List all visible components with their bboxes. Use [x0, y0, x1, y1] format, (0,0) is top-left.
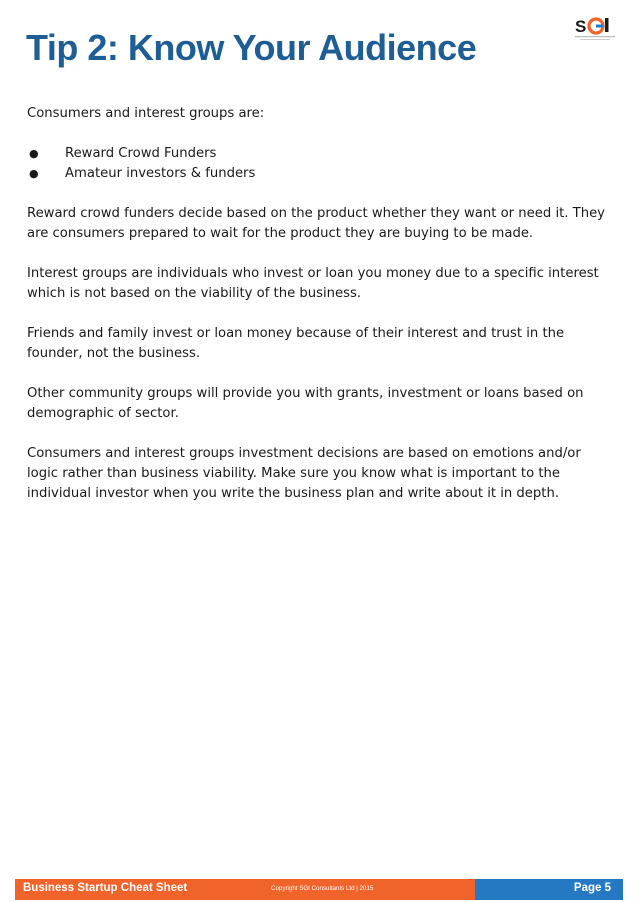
content-body	[27, 104, 612, 524]
page-title: Tip 2: Know Your Audience	[26, 27, 477, 68]
footer-left-band	[15, 879, 475, 900]
page-footer	[15, 879, 623, 900]
audience-list	[27, 144, 612, 184]
paragraph-reward-funders: Reward crowd funders decide based on the product whether they want or need it. They are consumers prepared to wait for the product they are buying to be made.	[27, 206, 605, 241]
paragraph-interest-groups: Interest groups are individuals who invest or loan you money due to a specific interest which is not based on the viability of the business.	[27, 266, 599, 301]
footer-doc-title: Business Startup Cheat Sheet	[23, 882, 188, 894]
paragraph-friends-family: Friends and family invest or loan money because of their interest and trust in the founder, not the business.	[27, 326, 565, 361]
page-number: Page 5	[573, 882, 611, 894]
sgi-logo-icon	[574, 14, 624, 44]
list-item-text: Reward Crowd Funders	[65, 146, 217, 161]
paragraph-investment-decisions: Consumers and interest groups investment decisions are based on emotions and/or logic rather than business viability. Make sure you know what is important to the individual investor when you write the business plan and write about it in depth.	[27, 446, 581, 501]
list-item	[27, 164, 612, 184]
intro-text: Consumers and interest groups are:	[27, 106, 265, 121]
footer-right-band	[475, 879, 623, 900]
list-item-text: Amateur investors & funders	[65, 166, 256, 181]
footer-copyright: Copyright SGI Consultants Ltd | 2015	[271, 885, 374, 892]
list-item	[27, 144, 612, 164]
paragraph-community-groups: Other community groups will provide you with grants, investment or loans based on demographic of sector.	[27, 386, 584, 421]
bullet-icon: ●	[29, 167, 39, 180]
svg-text:S: S	[575, 17, 587, 36]
bullet-icon: ●	[29, 147, 39, 160]
